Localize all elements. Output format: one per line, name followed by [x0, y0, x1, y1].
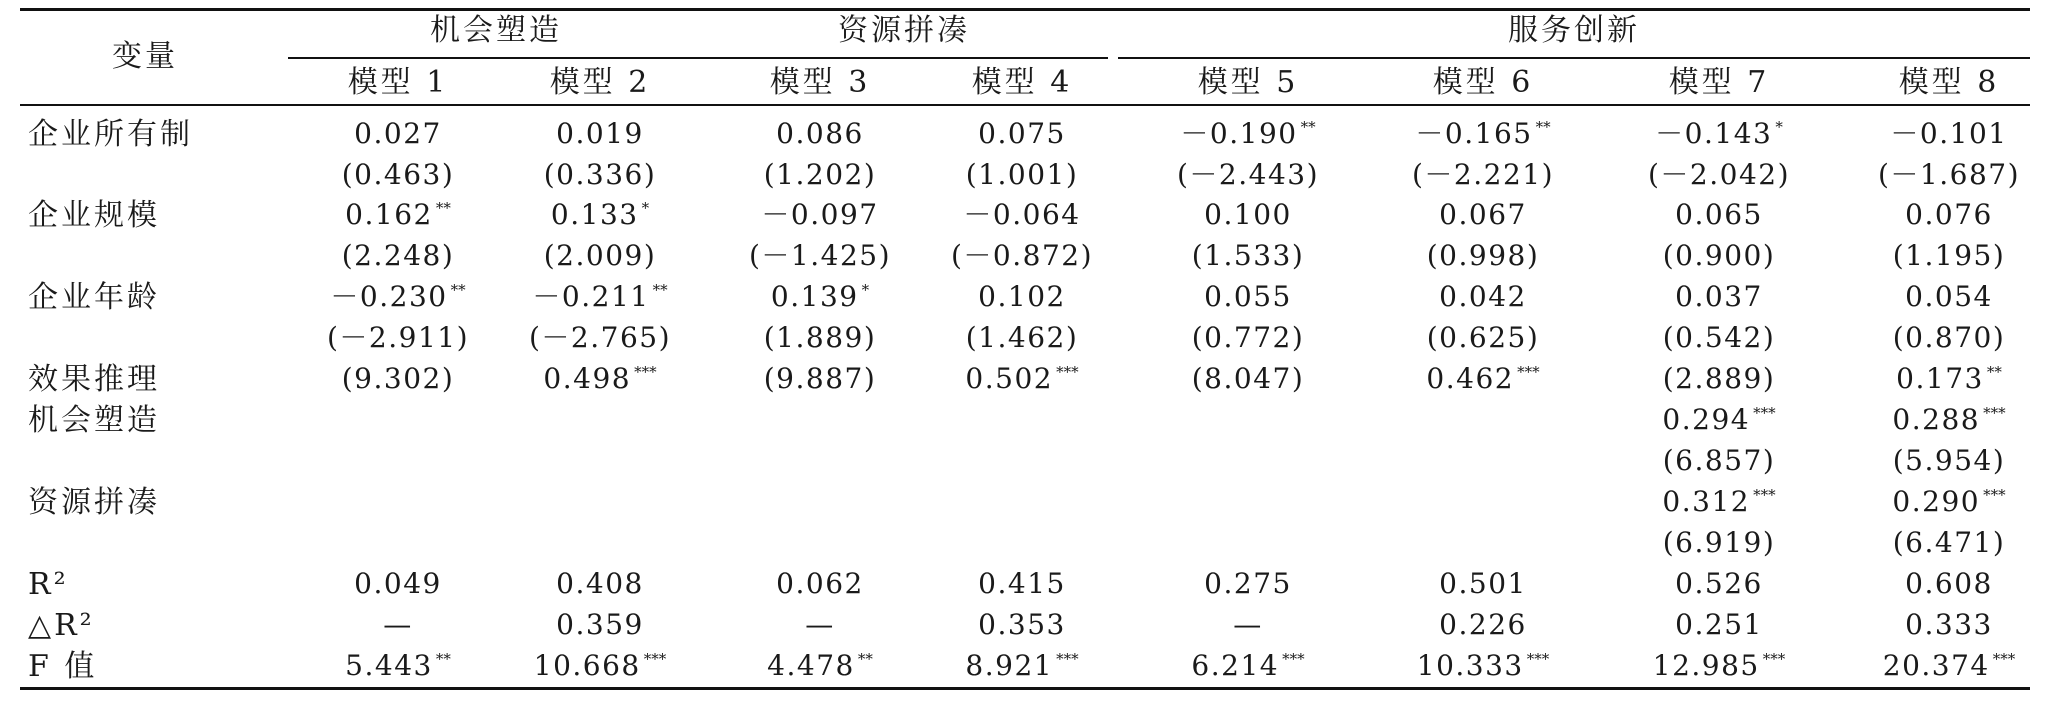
t-value-cell	[1662, 444, 1776, 477]
t-value-cell	[1426, 239, 1540, 272]
t-value-cell	[1191, 321, 1305, 354]
cell-value: 0.076	[1905, 198, 1993, 231]
significance-stars: **	[1535, 118, 1551, 136]
coefficient-cell	[556, 608, 644, 641]
coefficient-cell	[354, 117, 442, 150]
header-bottom-rule	[20, 104, 2030, 106]
cell-value: 0.075	[978, 117, 1066, 150]
coefficient-cell	[1905, 198, 1993, 231]
significance-stars: ***	[634, 363, 657, 381]
t-value-cell	[1662, 239, 1776, 272]
cell-value: (1.533)	[1191, 239, 1305, 272]
significance-stars: ***	[1753, 404, 1776, 422]
coefficient-cell	[1662, 403, 1776, 436]
coefficient-cell	[761, 198, 879, 231]
cell-value: (－0.872)	[950, 239, 1094, 272]
coefficient-cell	[1204, 280, 1292, 313]
model-header-6: 模型 6	[1432, 65, 1534, 100]
cell-value: －0.101	[1890, 117, 2008, 150]
cell-value: (0.772)	[1191, 321, 1305, 354]
significance-stars: ***	[1983, 404, 2006, 422]
coefficient-cell	[1892, 403, 2006, 436]
model-header-8: 模型 8	[1898, 65, 2000, 100]
row-label: 资源拼凑	[28, 485, 160, 520]
cell-value: 10.333	[1416, 649, 1524, 682]
coefficient-cell	[1892, 485, 2006, 518]
t-value-cell	[748, 239, 892, 272]
cell-value: (－2.221)	[1411, 158, 1555, 191]
coefficient-cell	[963, 198, 1081, 231]
t-value-cell	[341, 158, 455, 191]
cell-value: －0.190	[1180, 117, 1298, 150]
coefficient-cell	[805, 608, 835, 641]
coefficient-cell	[770, 280, 870, 313]
significance-stars: **	[857, 650, 873, 668]
coefficient-cell	[1662, 362, 1776, 395]
cell-value: (6.857)	[1662, 444, 1776, 477]
cell-value: (0.463)	[341, 158, 455, 191]
table-bottom-rule	[20, 687, 2030, 690]
significance-stars: **	[435, 650, 451, 668]
t-value-cell	[965, 321, 1079, 354]
model-header-2: 模型 2	[549, 65, 651, 100]
cell-value: (1.462)	[965, 321, 1079, 354]
t-value-cell	[543, 158, 657, 191]
cell-value: 0.054	[1905, 280, 1993, 313]
cell-value: (0.998)	[1426, 239, 1540, 272]
cell-value: (6.919)	[1662, 526, 1776, 559]
model-header-3: 模型 3	[769, 65, 871, 100]
t-value-cell	[763, 158, 877, 191]
table-top-rule	[20, 8, 2030, 11]
cell-value: 0.102	[978, 280, 1066, 313]
cell-value: 0.462	[1426, 362, 1515, 395]
model-header-5: 模型 5	[1197, 65, 1299, 100]
significance-stars: ***	[1282, 650, 1305, 668]
cell-value: (1.195)	[1892, 239, 2006, 272]
cell-value: 0.042	[1439, 280, 1527, 313]
row-label: △R²	[28, 608, 95, 643]
coefficient-cell	[1905, 567, 1993, 600]
cell-value: －0.211	[532, 280, 650, 313]
t-value-cell	[1411, 158, 1555, 191]
cell-value: 0.251	[1675, 608, 1763, 641]
coefficient-cell	[556, 567, 644, 600]
group-underline-opportunity	[288, 57, 703, 59]
coefficient-cell	[1655, 117, 1783, 150]
row-label: 机会塑造	[28, 403, 160, 438]
cell-value: 0.498	[543, 362, 632, 395]
cell-value: 0.173	[1896, 362, 1984, 395]
cell-value: 8.921	[965, 649, 1054, 682]
cell-value: (1.889)	[763, 321, 877, 354]
t-value-cell	[1892, 321, 2006, 354]
group-header-opportunity: 机会塑造	[430, 13, 562, 48]
cell-value: (0.336)	[543, 158, 657, 191]
cell-value: 0.526	[1675, 567, 1763, 600]
coefficient-cell	[543, 362, 657, 395]
cell-value: 0.067	[1439, 198, 1527, 231]
t-value-cell	[950, 239, 1094, 272]
cell-value: (1.202)	[763, 158, 877, 191]
coefficient-cell	[978, 117, 1066, 150]
cell-value: 0.065	[1675, 198, 1763, 231]
cell-value: 0.055	[1204, 280, 1292, 313]
coefficient-cell	[1675, 567, 1763, 600]
cell-value: －0.097	[761, 198, 879, 231]
coefficient-cell	[1180, 117, 1316, 150]
significance-stars: **	[652, 281, 668, 299]
cell-value: 0.086	[776, 117, 864, 150]
cell-value: 0.294	[1662, 403, 1751, 436]
cell-value: 0.415	[978, 567, 1066, 600]
coefficient-cell	[1890, 117, 2008, 150]
cell-value: 0.608	[1905, 567, 1993, 600]
cell-value: (－1.687)	[1877, 158, 2021, 191]
cell-value: 0.275	[1204, 567, 1292, 600]
row-label: 效果推理	[28, 362, 160, 397]
coefficient-cell	[532, 280, 668, 313]
coefficient-cell	[1675, 198, 1763, 231]
cell-value: 0.049	[354, 567, 442, 600]
cell-value: (－2.911)	[326, 321, 470, 354]
coefficient-cell	[556, 117, 644, 150]
coefficient-cell	[345, 198, 451, 231]
coefficient-cell	[1652, 649, 1786, 682]
cell-value: (2.889)	[1662, 362, 1776, 395]
cell-value: 6.214	[1191, 649, 1280, 682]
coefficient-cell	[354, 567, 442, 600]
coefficient-cell	[1191, 649, 1305, 682]
cell-value: 0.027	[354, 117, 442, 150]
coefficient-cell	[965, 649, 1079, 682]
cell-value: 0.312	[1662, 485, 1751, 518]
coefficient-cell	[1416, 649, 1550, 682]
significance-stars: ***	[1517, 363, 1540, 381]
t-value-cell	[763, 321, 877, 354]
significance-stars: ***	[1526, 650, 1550, 668]
t-value-cell	[1662, 321, 1776, 354]
cell-value: (0.900)	[1662, 239, 1776, 272]
coefficient-cell	[341, 362, 455, 395]
coefficient-cell	[1896, 362, 2002, 395]
row-label: 企业所有制	[28, 117, 193, 152]
cell-value: 10.668	[533, 649, 641, 682]
cell-value: 0.100	[1204, 198, 1292, 231]
cell-value: 0.019	[556, 117, 644, 150]
t-value-cell	[543, 239, 657, 272]
cell-value: (1.001)	[965, 158, 1079, 191]
coefficient-cell	[978, 280, 1066, 313]
coefficient-cell	[1905, 608, 1993, 641]
cell-value: (－1.425)	[748, 239, 892, 272]
cell-value: (5.954)	[1892, 444, 2006, 477]
model-header-4: 模型 4	[971, 65, 1073, 100]
significance-stars: ***	[1992, 650, 2016, 668]
group-underline-resource	[700, 57, 1108, 59]
t-value-cell	[1662, 526, 1776, 559]
coefficient-cell	[1439, 280, 1527, 313]
t-value-cell	[1176, 158, 1320, 191]
cell-value: —	[805, 608, 835, 641]
cell-value: (0.542)	[1662, 321, 1776, 354]
coefficient-cell	[1439, 608, 1527, 641]
coefficient-cell	[767, 649, 873, 682]
coefficient-cell	[965, 362, 1079, 395]
significance-stars: ***	[1762, 650, 1786, 668]
coefficient-cell	[1905, 280, 1993, 313]
significance-stars: **	[435, 199, 451, 217]
significance-stars: *	[861, 281, 870, 299]
significance-stars: **	[1300, 118, 1316, 136]
row-label: R²	[28, 567, 69, 602]
coefficient-cell	[1204, 198, 1292, 231]
t-value-cell	[1647, 158, 1791, 191]
t-value-cell	[341, 239, 455, 272]
significance-stars: ***	[1056, 363, 1079, 381]
coefficient-cell	[1662, 485, 1776, 518]
model-header-7: 模型 7	[1668, 65, 1770, 100]
coefficient-cell	[550, 198, 650, 231]
significance-stars: ***	[1983, 486, 2006, 504]
cell-value: (9.302)	[341, 362, 455, 395]
cell-value: (9.887)	[763, 362, 877, 395]
row-label: 企业规模	[28, 198, 160, 233]
t-value-cell	[1892, 526, 2006, 559]
cell-value: 0.353	[978, 608, 1066, 641]
cell-value: 0.333	[1905, 608, 1993, 641]
coefficient-cell	[330, 280, 466, 313]
coefficient-cell	[1439, 198, 1527, 231]
coefficient-cell	[533, 649, 667, 682]
cell-value: 20.374	[1882, 649, 1990, 682]
cell-value: (0.625)	[1426, 321, 1540, 354]
cell-value: 0.290	[1892, 485, 1981, 518]
significance-stars: ***	[1056, 650, 1079, 668]
cell-value: 0.501	[1439, 567, 1527, 600]
cell-value: (8.047)	[1191, 362, 1305, 395]
cell-value: 0.226	[1439, 608, 1527, 641]
coefficient-cell	[776, 117, 864, 150]
cell-value: 0.162	[345, 198, 433, 231]
significance-stars: *	[1775, 118, 1783, 136]
cell-value: －0.064	[963, 198, 1081, 231]
significance-stars: **	[450, 281, 466, 299]
coefficient-cell	[1191, 362, 1305, 395]
cell-value: (2.248)	[341, 239, 455, 272]
coefficient-cell	[1675, 280, 1763, 313]
row-label: 企业年龄	[28, 280, 160, 315]
cell-value: (－2.443)	[1176, 158, 1320, 191]
coefficient-cell	[1439, 567, 1527, 600]
coefficient-cell	[1204, 567, 1292, 600]
group-header-resource: 资源拼凑	[838, 13, 970, 48]
cell-value: 0.133	[550, 198, 639, 231]
t-value-cell	[1191, 239, 1305, 272]
regression-table	[20, 8, 2030, 690]
row-label: F 值	[28, 649, 98, 684]
significance-stars: **	[1986, 363, 2002, 381]
t-value-cell	[1892, 239, 2006, 272]
cell-value: 4.478	[767, 649, 855, 682]
cell-value: －0.165	[1415, 117, 1533, 150]
cell-value: －0.143	[1655, 117, 1773, 150]
t-value-cell	[528, 321, 672, 354]
t-value-cell	[1877, 158, 2021, 191]
cell-value: (0.870)	[1892, 321, 2006, 354]
significance-stars: *	[641, 199, 650, 217]
cell-value: 0.359	[556, 608, 644, 641]
t-value-cell	[1426, 321, 1540, 354]
cell-value: 0.062	[776, 567, 864, 600]
coefficient-cell	[1882, 649, 2016, 682]
coefficient-cell	[978, 608, 1066, 641]
significance-stars: ***	[1753, 486, 1776, 504]
group-underline-innovation	[1118, 57, 2030, 59]
coefficient-cell	[763, 362, 877, 395]
coefficient-cell	[345, 649, 451, 682]
coefficient-cell	[978, 567, 1066, 600]
coefficient-cell	[1675, 608, 1763, 641]
cell-value: —	[1233, 608, 1263, 641]
group-header-innovation: 服务创新	[1508, 13, 1640, 48]
model-header-1: 模型 1	[347, 65, 449, 100]
t-value-cell	[965, 158, 1079, 191]
cell-value: 0.408	[556, 567, 644, 600]
coefficient-cell	[383, 608, 413, 641]
t-value-cell	[326, 321, 470, 354]
cell-value: 0.288	[1892, 403, 1981, 436]
t-value-cell	[1892, 444, 2006, 477]
coefficient-cell	[1233, 608, 1263, 641]
cell-value: —	[383, 608, 413, 641]
cell-value: (6.471)	[1892, 526, 2006, 559]
cell-value: －0.230	[330, 280, 448, 313]
cell-value: 5.443	[345, 649, 433, 682]
cell-value: (－2.765)	[528, 321, 672, 354]
cell-value: 0.139	[770, 280, 859, 313]
coefficient-cell	[776, 567, 864, 600]
cell-value: 0.502	[965, 362, 1054, 395]
variable-header: 变量	[112, 39, 178, 74]
coefficient-cell	[1415, 117, 1551, 150]
significance-stars: ***	[643, 650, 667, 668]
cell-value: (－2.042)	[1647, 158, 1791, 191]
coefficient-cell	[1426, 362, 1540, 395]
cell-value: 0.037	[1675, 280, 1763, 313]
cell-value: 12.985	[1652, 649, 1760, 682]
cell-value: (2.009)	[543, 239, 657, 272]
